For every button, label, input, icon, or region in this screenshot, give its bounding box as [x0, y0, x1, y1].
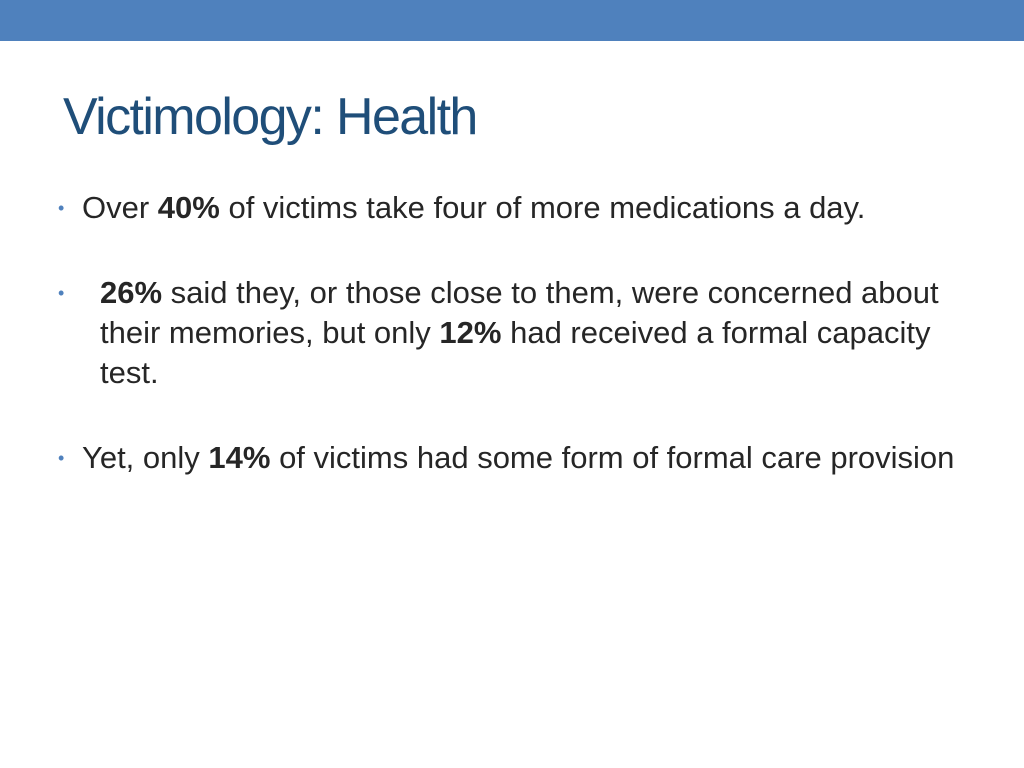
bullet-item [58, 438, 958, 478]
top-accent-bar [0, 0, 1024, 41]
highlight-stat: 26% [100, 275, 163, 310]
bullet-dot-icon: • [58, 448, 65, 468]
bullet-item [58, 273, 958, 393]
bullet-dot-icon: • [58, 198, 65, 218]
bullet-list [58, 188, 958, 478]
highlight-stat: 40% [157, 190, 220, 225]
bullet-text: Yet, only 14% of victims had some form of formal care provision [82, 440, 955, 475]
highlight-stat: 14% [208, 440, 271, 475]
slide-title: Victimology: Health [63, 88, 477, 146]
highlight-stat: 12% [439, 315, 502, 350]
bullet-item [58, 188, 958, 228]
bullet-text: 26% said they, or those close to them, were concerned about their memories, but only 12% had received a formal capacity test. [100, 275, 939, 390]
bullet-text: Over 40% of victims take four of more medications a day. [82, 190, 866, 225]
bullet-dot-icon: • [58, 283, 65, 303]
